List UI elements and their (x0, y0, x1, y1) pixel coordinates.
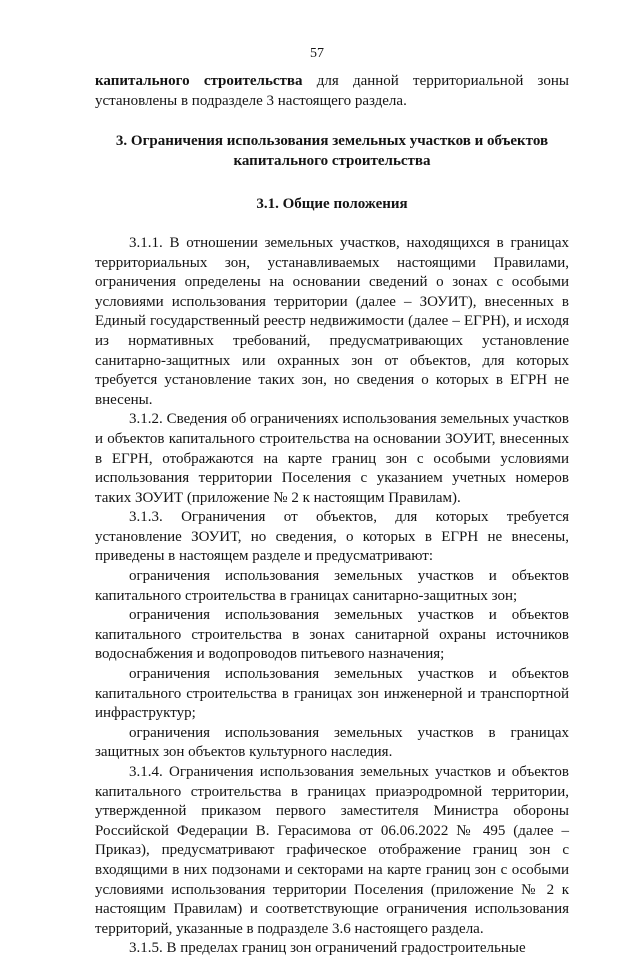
list-item-infrastructure-zones: ограничения использования земельных участков и объектов капитального строительства в границах зон инженерной и транспортной инфраструктур; (95, 666, 569, 722)
list-item-water-protection-zones: ограничения использования земельных участков и объектов капитального строительства в зонах санитарной охраны источников водоснабжения и водопроводов питьевого назначения; (95, 607, 569, 663)
intro-paragraph (95, 72, 569, 111)
section-heading-3: 3. Ограничения использования земельных участков и объектов капитального строительства (115, 133, 549, 169)
intro-bold-text: капитального строительства (95, 73, 303, 89)
document-body (95, 72, 569, 959)
list-item-heritage-zones: ограничения использования земельных участков в границах защитных зон объектов культурного наследия. (95, 724, 569, 761)
paragraph-3-1-4: 3.1.4. Ограничения использования земельных участков и объектов капитального строительства в границах приаэродромной территории, утвержденной приказом первого заместителя Министра обороны Российской Федерации В. Герасимова от 06.06.2022 № 495 (далее – Приказ), предусматривают графическое отображение границ зон с входящими в них подзонами и секторами на карте границ зон с особыми условиями использования территории Поселения (приложение № 2 к настоящим Правилам) и соответствующие ограничения использования территорий, указанные в подразделе 3.6 настоящего раздела. (95, 764, 569, 937)
subsection-heading-3-1: 3.1. Общие положения (256, 196, 408, 213)
intro-text: для данной территориальной зоны установлены в подразделе 3 настоящего раздела. (95, 73, 569, 109)
paragraph-3-1-5: 3.1.5. В пределах границ зон ограничений градостроительные (129, 940, 526, 957)
paragraph-3-1-2: 3.1.2. Сведения об ограничениях использования земельных участков и объектов капитального строительства на основании ЗОУИТ, внесенных в ЕГРН, отображаются на карте границ зон с особыми условиями использования территории Поселения с указанием учетных номеров таких ЗОУИТ (приложение № 2 к настоящим Правилам). (95, 411, 569, 506)
page-number: 57 (310, 46, 324, 61)
paragraph-3-1-3: 3.1.3. Ограничения от объектов, для которых требуется установление ЗОУИТ, но сведения, о которых в ЕГРН не внесены, приведены в настоящем разделе и предусматривают: (95, 509, 569, 565)
list-item-sanitary-zones: ограничения использования земельных участков и объектов капитального строительства в границах санитарно-защитных зон; (95, 568, 569, 604)
paragraph-3-1-1: 3.1.1. В отношении земельных участков, находящихся в границах территориальных зон, устанавливаемых настоящими Правилами, ограничения определены на основании сведений о зонах с особыми условиями использования территории (далее – ЗОУИТ), внесенных в Единый государственный реестр недвижимости (далее – ЕГРН), и исходя из нормативных требований, предусматривающих установление санитарно-защитных или охранных зон от объектов, для которых требуется установление таких зон, но сведения о которых в ЕГРН не внесены. (95, 234, 569, 408)
